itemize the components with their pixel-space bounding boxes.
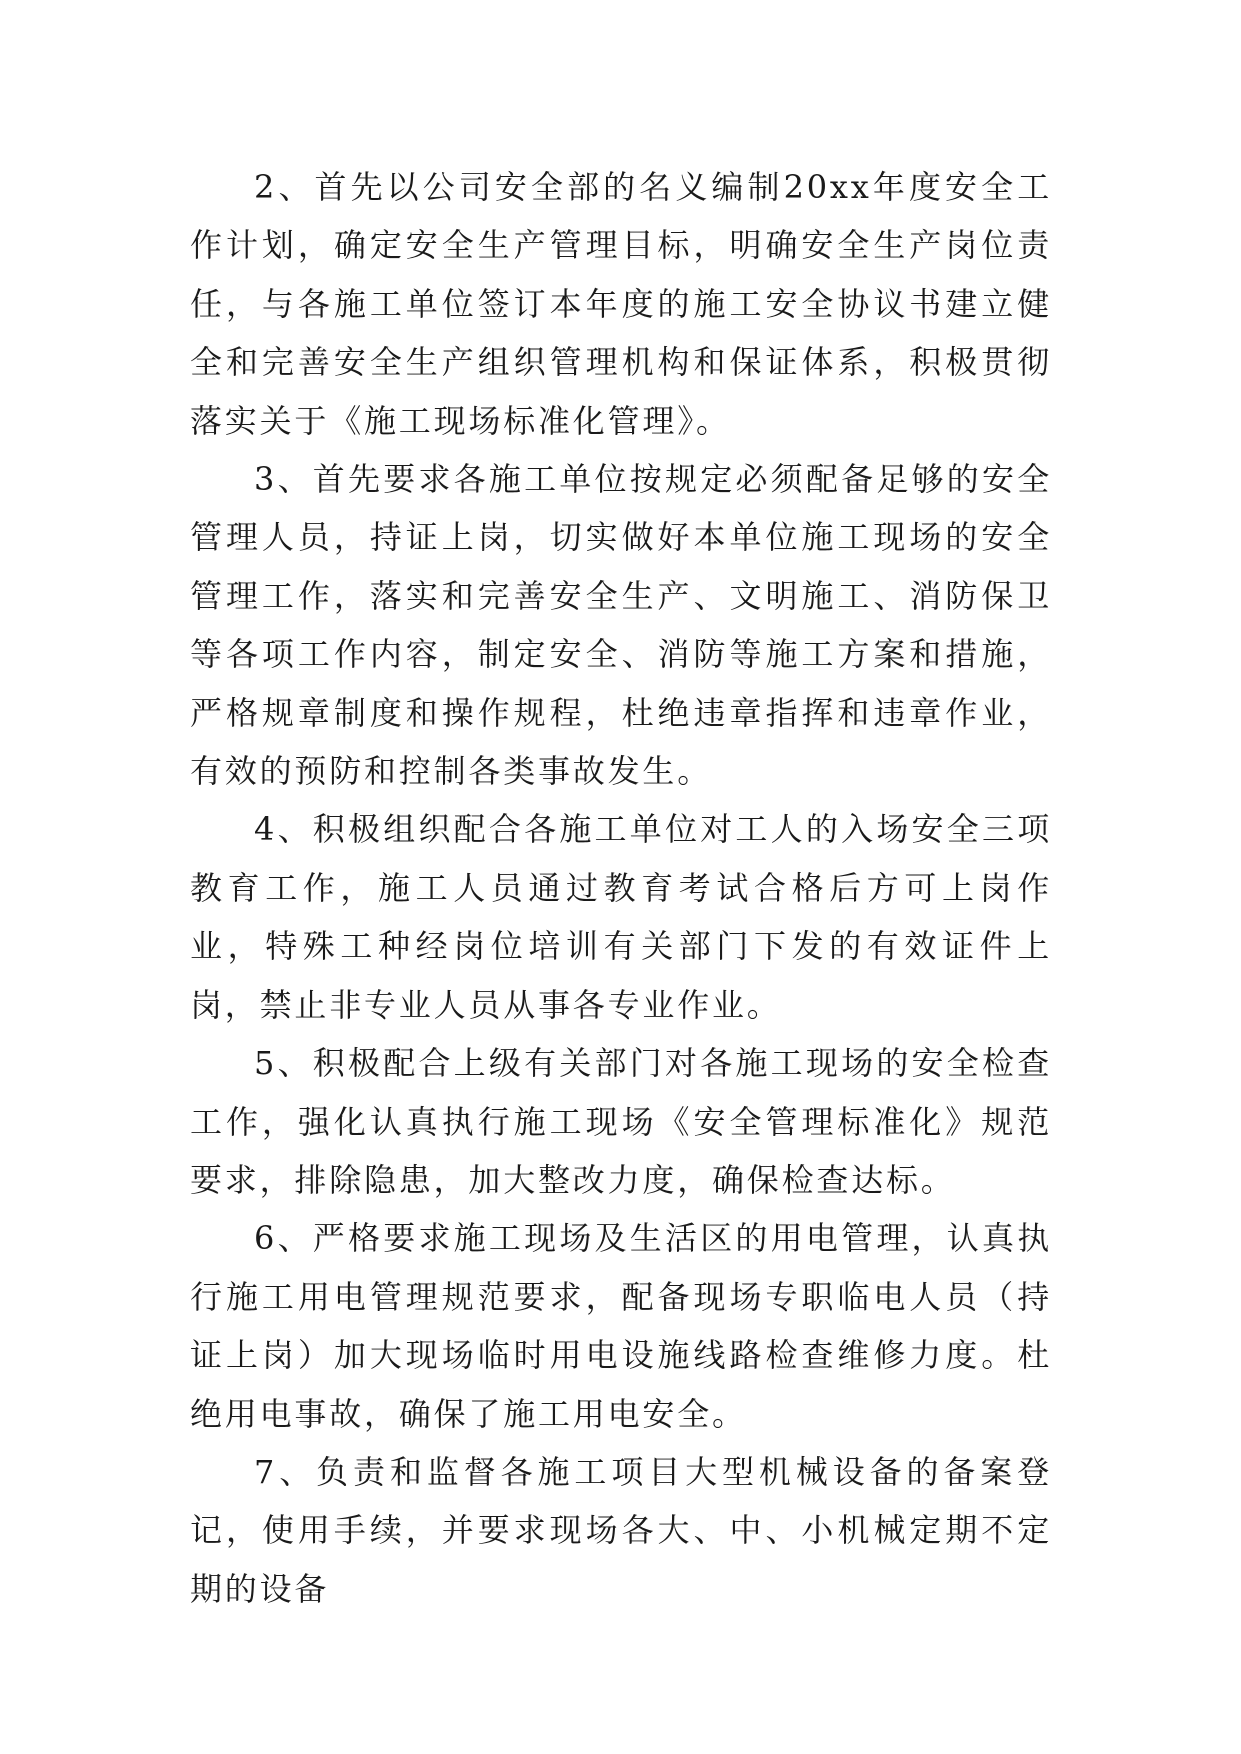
paragraph-item-7: 7、负责和监督各施工项目大型机械设备的备案登记，使用手续，并要求现场各大、中、小机械定期不定期的设备 <box>190 1452 1052 1608</box>
document-body <box>190 158 1052 1618</box>
paragraph-item-5: 5、积极配合上级有关部门对各施工现场的安全检查工作，强化认真执行施工现场《安全管理标准化》规范要求，排除隐患，加大整改力度，确保检查达标。 <box>190 1044 1052 1199</box>
paragraph-item-6: 6、严格要求施工现场及生活区的用电管理，认真执行施工用电管理规范要求，配备现场专职临电人员（持证上岗）加大现场临时用电设施线路检查维修力度。杜绝用电事故，确保了施工用电安全。 <box>190 1219 1052 1433</box>
paragraph-item-3: 3、首先要求各施工单位按规定必须配备足够的安全管理人员，持证上岗，切实做好本单位施工现场的安全管理工作，落实和完善安全生产、文明施工、消防保卫等各项工作内容，制定安全、消防等施工方案和措施，严格规章制度和操作规程，杜绝违章指挥和违章作业，有效的预防和控制各类事故发生。 <box>190 460 1052 791</box>
paragraph-item-2: 2、首先以公司安全部的名义编制20xx年度安全工作计划，确定安全生产管理目标，明确安全生产岗位责任，与各施工单位签订本年度的施工安全协议书建立健全和完善安全生产组织管理机构和保证体系，积极贯彻落实关于《施工现场标准化管理》。 <box>190 168 1052 440</box>
paragraph-item-4: 4、积极组织配合各施工单位对工人的入场安全三项教育工作，施工人员通过教育考试合格后方可上岗作业，特殊工种经岗位培训有关部门下发的有效证件上岗，禁止非专业人员从事各专业作业。 <box>190 810 1052 1024</box>
